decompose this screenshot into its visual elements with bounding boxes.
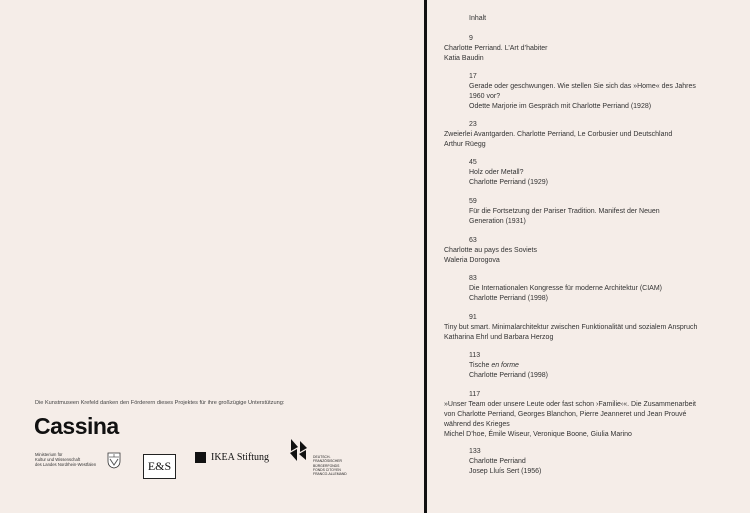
toc-entry-line: Arthur Rüegg (444, 141, 486, 148)
toc-page-number: 45 (469, 159, 477, 166)
toc-entry (469, 447, 541, 477)
ikea-stiftung-logo (195, 452, 269, 463)
toc-page-number: 9 (469, 35, 473, 42)
toc-entry (469, 72, 696, 112)
toc-entry (469, 158, 548, 188)
toc-entry-line: Katharina Ehrl und Barbara Herzog (444, 334, 554, 341)
toc-page-number: 133 (469, 448, 481, 455)
forum-text: DEUTSCH- FRANZÖSISCHER BÜRGERFONDS FONDS CITOYEN FRANCO-ALLEMAND (313, 455, 347, 477)
es-logo: E&S (143, 454, 176, 479)
toc-title: Inhalt (469, 15, 487, 22)
ikea-square-icon (195, 452, 206, 463)
toc-entry-line: Charlotte Perriand. L’Art d’habiter (444, 45, 548, 52)
toc-entry-line: von Charlotte Perriand, Georges Blanchon, Pierre Jeanneret und Jean Prouvé (444, 411, 687, 418)
toc-page-number: 91 (469, 314, 477, 321)
toc-entry (469, 197, 660, 227)
sponsor-thanks-text: Die Kunstmuseen Krefeld danken den Förderern dieses Projektes für ihre großzügige Unterstützung: (35, 400, 285, 406)
toc-entry (444, 120, 672, 150)
cassina-logo: Cassina (34, 413, 119, 439)
toc-entry-line: Odette Marjorie im Gespräch mit Charlotte Perriand (1928) (469, 103, 652, 110)
toc-entry-line: Josep Lluís Sert (1956) (469, 468, 542, 475)
toc-entry-line: »Unser Team oder unsere Leute oder fast schon ›Familie‹«. Die Zusammenarbeit (444, 401, 696, 408)
toc-entry-line: Zweierlei Avantgarden. Charlotte Perriand, Le Corbusier und Deutschland (444, 131, 673, 138)
toc-entry-line: während des Krieges (444, 421, 510, 428)
toc-entry (444, 236, 537, 266)
ministry-text: Ministerium für Kultur und Wissenschaft des Landes Nordrhein-Westfalen (35, 452, 97, 467)
book-spine (424, 0, 427, 513)
toc-entry-line: Charlotte Perriand (1998) (469, 295, 548, 302)
ikea-stiftung-label: IKEA Stiftung (211, 452, 270, 463)
toc-entry-line: Tische en forme (469, 362, 519, 369)
toc-page-number: 83 (469, 275, 477, 282)
toc-entry-line: Charlotte au pays des Soviets (444, 247, 537, 254)
toc-entry-line: Für die Fortsetzung der Pariser Tradition. Manifest der Neuen (469, 208, 660, 215)
toc-entry (469, 274, 662, 304)
toc-entry-line: Waleria Dorogova (444, 257, 500, 264)
toc-page-number: 113 (469, 352, 481, 359)
toc-entry-line: Gerade oder geschwungen. Wie stellen Sie sich das »Home« des Jahres (469, 83, 696, 90)
ministry-logo (35, 452, 121, 469)
toc-entry-line: Charlotte Perriand (1929) (469, 179, 548, 186)
toc-page-number: 17 (469, 73, 477, 80)
toc-entry-line: Holz oder Metall? (469, 169, 524, 176)
forum-logo (288, 438, 347, 476)
toc-entry-line: 1960 vor? (469, 93, 501, 100)
toc-page-number: 23 (469, 121, 477, 128)
toc-entry-line: Generation (1931) (469, 218, 526, 225)
toc-entry-line: Die Internationalen Kongresse für moderne Architektur (CIAM) (469, 285, 662, 292)
toc-page-number: 59 (469, 198, 477, 205)
toc-page-number: 63 (469, 237, 477, 244)
forum-mark-icon (288, 438, 310, 462)
toc-entry-line: Katia Baudin (444, 55, 484, 62)
toc-entry-line: Charlotte Perriand (469, 458, 526, 465)
toc-page-number: 117 (469, 391, 481, 398)
toc-entry (444, 34, 548, 64)
toc-entry-line: Michel D’hoe, Émile Wiseur, Veronique Boone, Giulia Marino (444, 431, 632, 438)
toc-entry (469, 351, 548, 381)
toc-entry-line: Charlotte Perriand (1998) (469, 372, 548, 379)
toc-entry (444, 313, 697, 343)
toc-entry-line: Tiny but smart. Minimalarchitektur zwischen Funktionalität und sozialem Anspruch (444, 324, 698, 331)
toc-entry (444, 390, 696, 440)
nrw-crest-icon (107, 452, 121, 469)
